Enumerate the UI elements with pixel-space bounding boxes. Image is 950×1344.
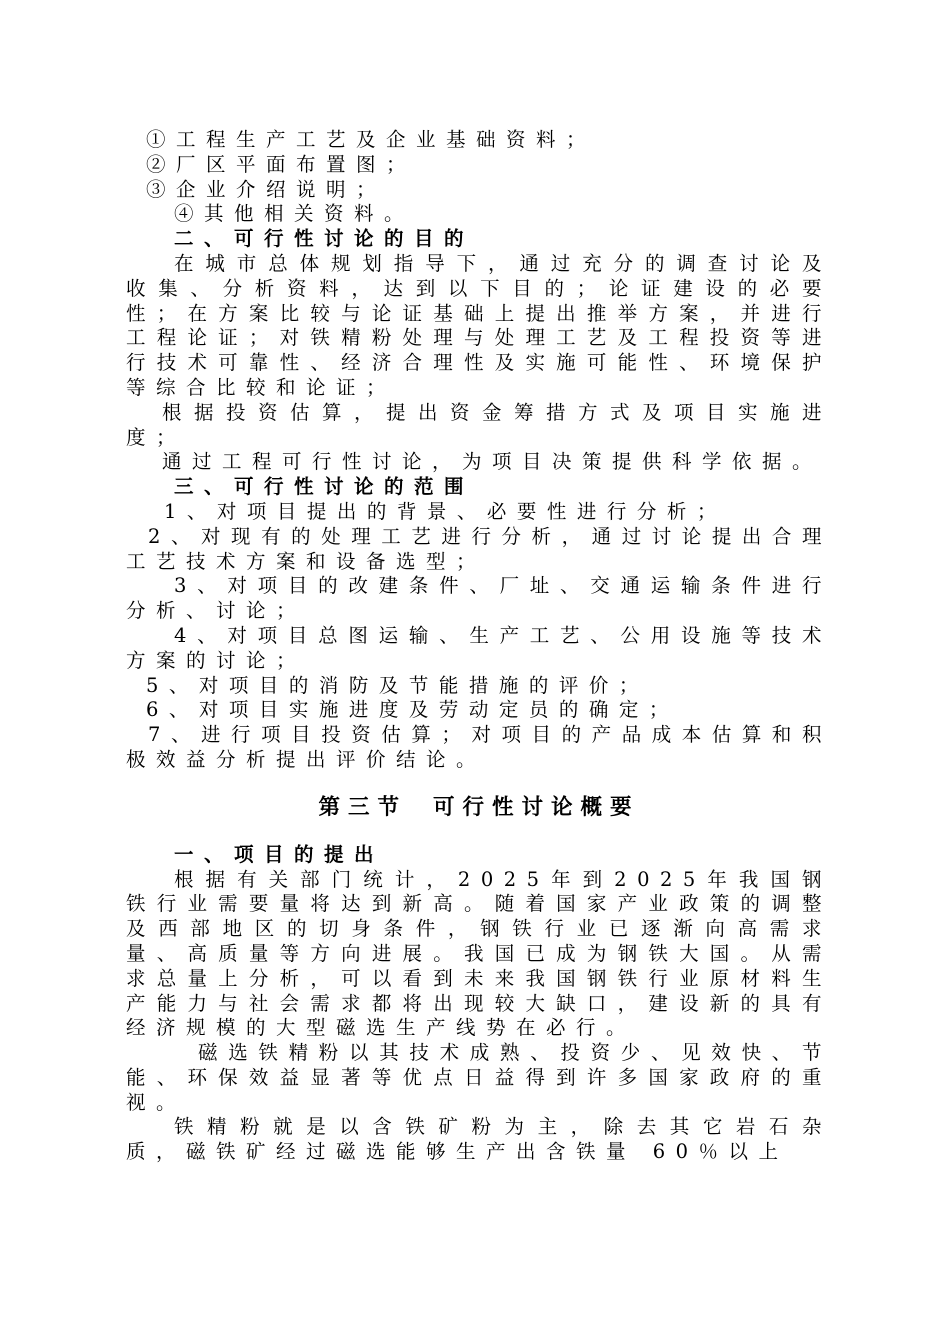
scope-heading: 三、可行性讨论的范围 — [174, 475, 475, 499]
scope-item-3: 3、对项目的改建条件、厂址、交通运输条件进行分析、讨论； — [126, 574, 832, 623]
section-number: 第三节 — [318, 794, 407, 820]
section-title — [126, 793, 832, 823]
material-item-1: ①工程生产工艺及企业基础资料； — [146, 128, 597, 151]
section-name: 可行性讨论概要 — [433, 794, 640, 820]
purpose-heading: 二、可行性讨论的目的 — [174, 227, 475, 251]
scope-item-6: 6、对项目实施进度及劳动定员的确定； — [146, 698, 679, 722]
scope-item-5: 5、对项目的消防及节能措施的评价； — [146, 673, 649, 697]
proposal-paragraph-3: 铁精粉就是以含铁矿粉为主，除去其它岩石杂质，磁铁矿经过磁选能够生产出含铁量 60％以上 — [126, 1115, 832, 1164]
scope-item-7: 7、进行项目投资估算；对项目的产品成本估算和积极效益分析提出评价结论。 — [126, 723, 832, 771]
scope-item-2: 2、对现有的处理工艺进行分析，通过讨论提出合理工艺技术方案和设备选型； — [126, 524, 832, 573]
material-item-2: ②厂区平面布置图； — [146, 152, 417, 176]
scope-item-1: 1、对项目提出的背景、必要性进行分析； — [164, 499, 727, 523]
purpose-paragraph-2: 根据投资估算，提出资金筹措方式及项目实施进度； — [126, 400, 832, 449]
material-item-4: ④其他相关资料。 — [174, 202, 415, 226]
proposal-paragraph-1: 根据有关部门统计，2025年到2025年我国钢铁行业需要量将达到新高。随着国家产业政策的调整及西部地区的切身条件，钢铁行业已逐渐向高需求量、高质量等方向进展。我国已成为钢铁大国。从需求总量上分析，可以看到未来我国钢铁行业原材料生产能力与社会需求都将出现较大缺口，建设新的具有经济规模的大型磁选生产线势在必行。 — [126, 867, 832, 1040]
purpose-paragraph-1: 在城市总体规划指导下，通过充分的调查讨论及收集、分析资料，达到以下目的；论证建设的必要性；在方案比较与论证基础上提出推举方案，并进行工程论证；对铁精粉处理与处理工艺及工程投资等进行技术可靠性、经济合理性及实施可能性、环境保护等综合比较和论证； — [126, 251, 832, 399]
scope-item-4: 4、对项目总图运输、生产工艺、公用设施等技术方案的讨论； — [126, 623, 832, 672]
purpose-paragraph-3: 通过工程可行性讨论，为项目决策提供科学依据。 — [162, 450, 823, 474]
proposal-paragraph-2: 磁选铁精粉以其技术成熟、投资少、见效快、节能、环保效益显著等优点日益得到许多国家政府的重视。 — [126, 1041, 832, 1114]
material-item-3: ③企业介绍说明； — [146, 177, 387, 201]
proposal-heading: 一、项目的提出 — [174, 842, 385, 866]
